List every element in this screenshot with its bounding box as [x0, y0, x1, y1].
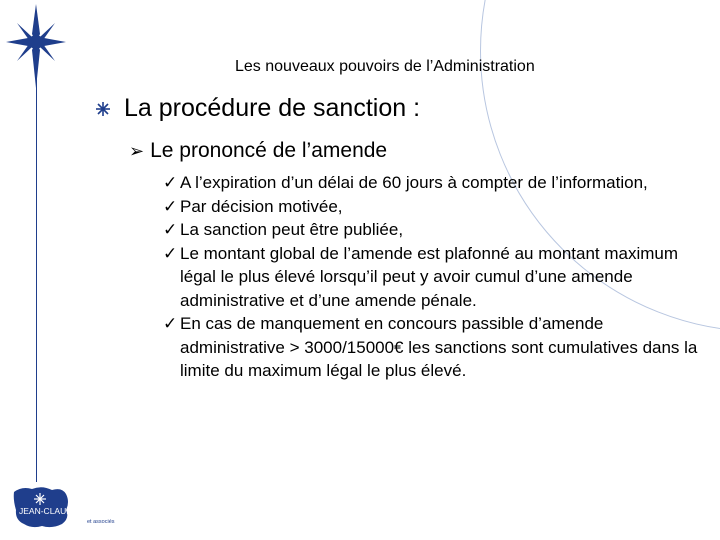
arrow-bullet-icon: ➢	[129, 140, 145, 161]
star-icon	[4, 2, 68, 98]
subheading-bullet	[129, 139, 387, 163]
checkmark-icon: ✓	[163, 220, 178, 239]
checkmark-icon: ✓	[163, 314, 178, 333]
star-bullet-icon	[96, 102, 110, 116]
logo-subtext: et associés	[87, 519, 115, 525]
list-item: ✓ Le montant global de l’amende est plafonné au montant maximum légal le plus élevé lorsqu’il peut y avoir cumul d’une amende administrative et d’une amende pénale.	[163, 242, 703, 313]
checkmark-icon: ✓	[163, 243, 178, 263]
list-item: ✓ En cas de manquement en concours passible d’amende administrative > 3000/15000€ les sanctions sont cumulatives dans la limite du maximum légal le plus élevé.	[163, 312, 703, 383]
list-item: ✓ La sanction peut être publiée,	[163, 218, 703, 242]
decorative-vertical-line	[36, 62, 37, 482]
header-title: Les nouveaux pouvoirs de l’Administration	[235, 58, 535, 75]
list-item: ✓ A l’expiration d’un délai de 60 jours à compter de l’information,	[163, 171, 703, 195]
company-logo	[12, 484, 130, 530]
logo-text: JEAN-CLAUDE COULON	[19, 506, 117, 516]
checkmark-icon: ✓	[163, 196, 178, 216]
heading-bullet	[96, 94, 420, 123]
slide-subheading: Le prononcé de l’amende	[150, 139, 388, 162]
slide-heading: La procédure de sanction :	[124, 94, 421, 122]
bullet-list	[163, 171, 703, 383]
checkmark-icon: ✓	[163, 173, 178, 192]
list-item: ✓ Par décision motivée,	[163, 195, 703, 219]
